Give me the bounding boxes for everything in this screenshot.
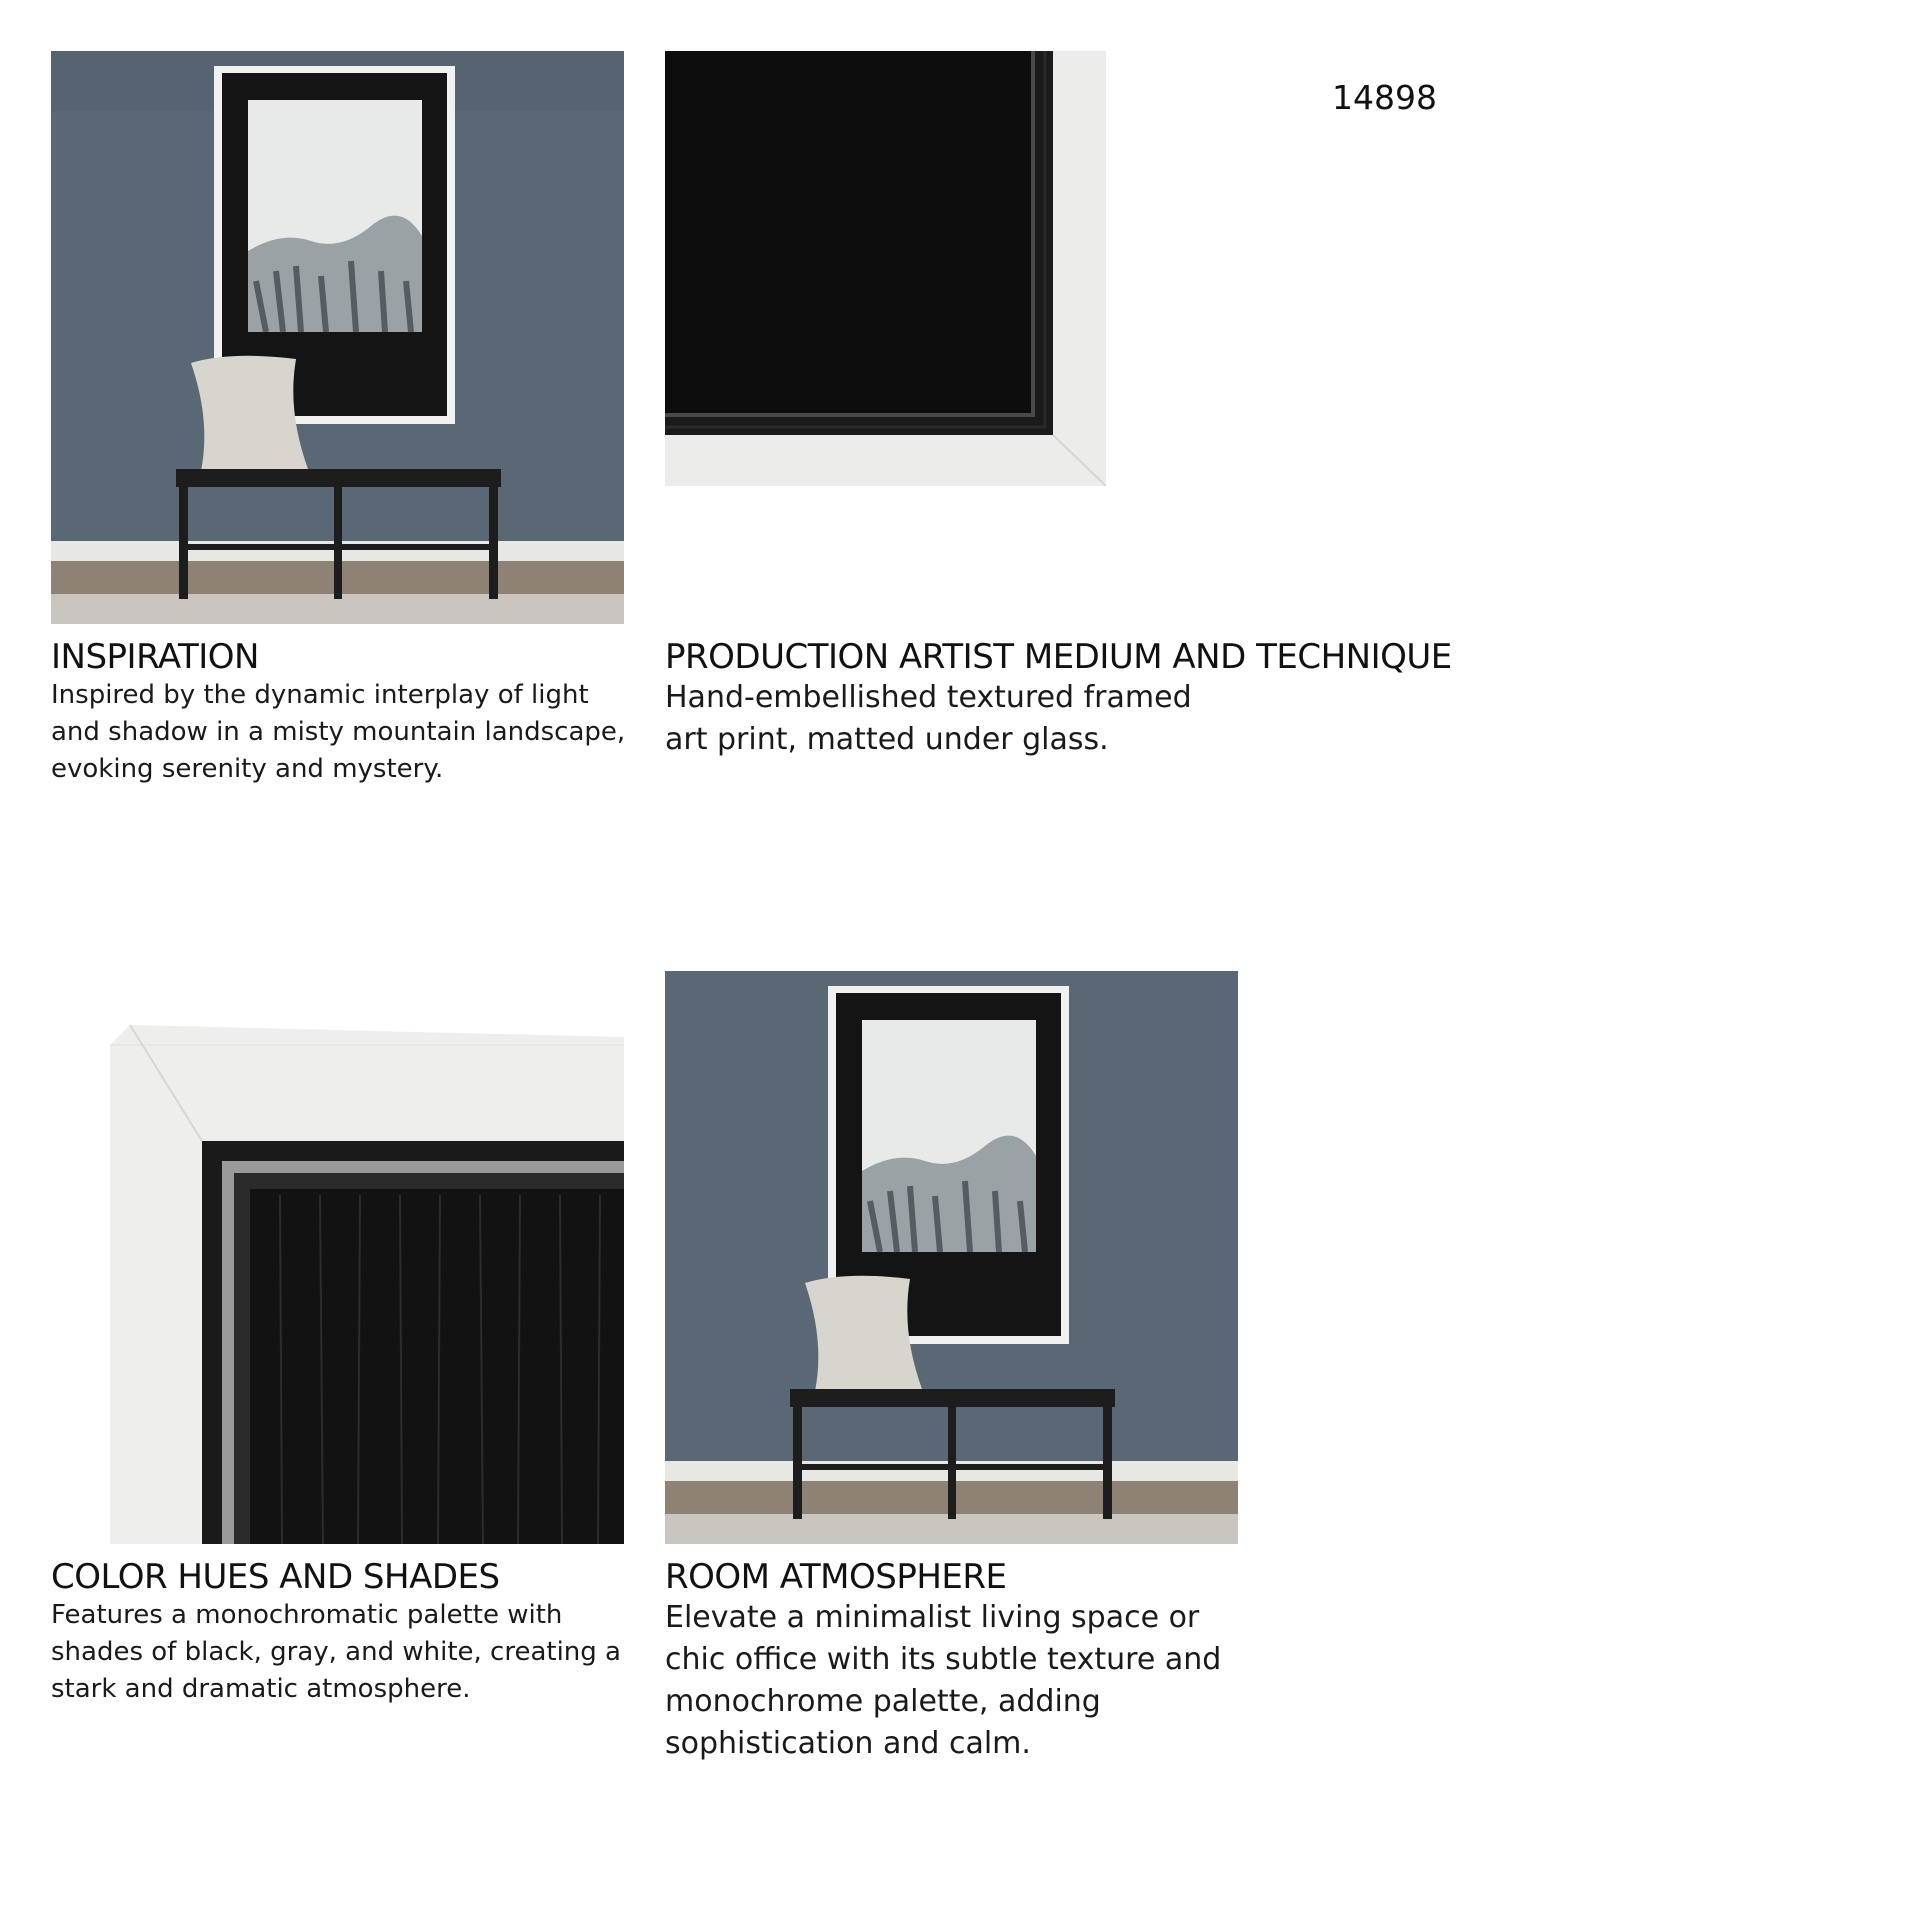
inspiration-heading: INSPIRATION [51, 637, 259, 677]
frame-texture-image [110, 1025, 624, 1544]
room-scene-image-2 [665, 971, 1238, 1544]
inspiration-text: Inspired by the dynamic interplay of light and shadow in a misty mountain landscape, evoking serenity and mystery. [51, 680, 626, 784]
color-heading: COLOR HUES AND SHADES [51, 1557, 500, 1597]
product-number: 14898 [1332, 78, 1437, 117]
room-heading: ROOM ATMOSPHERE [665, 1557, 1007, 1597]
color-text: Features a monochromatic palette with shades of black, gray, and white, creating a stark and dramatic atmosphere. [51, 1600, 621, 1704]
room-scene-image [51, 51, 624, 624]
frame-corner-image [665, 51, 1106, 486]
production-text: Hand-embellished textured framed art print, matted under glass. [665, 680, 1192, 757]
room-text: Elevate a minimalist living space or chic office with its subtle texture and monochrome palette, adding sophistication and calm. [665, 1600, 1222, 1761]
production-heading: PRODUCTION ARTIST MEDIUM AND TECHNIQUE [665, 637, 1452, 677]
